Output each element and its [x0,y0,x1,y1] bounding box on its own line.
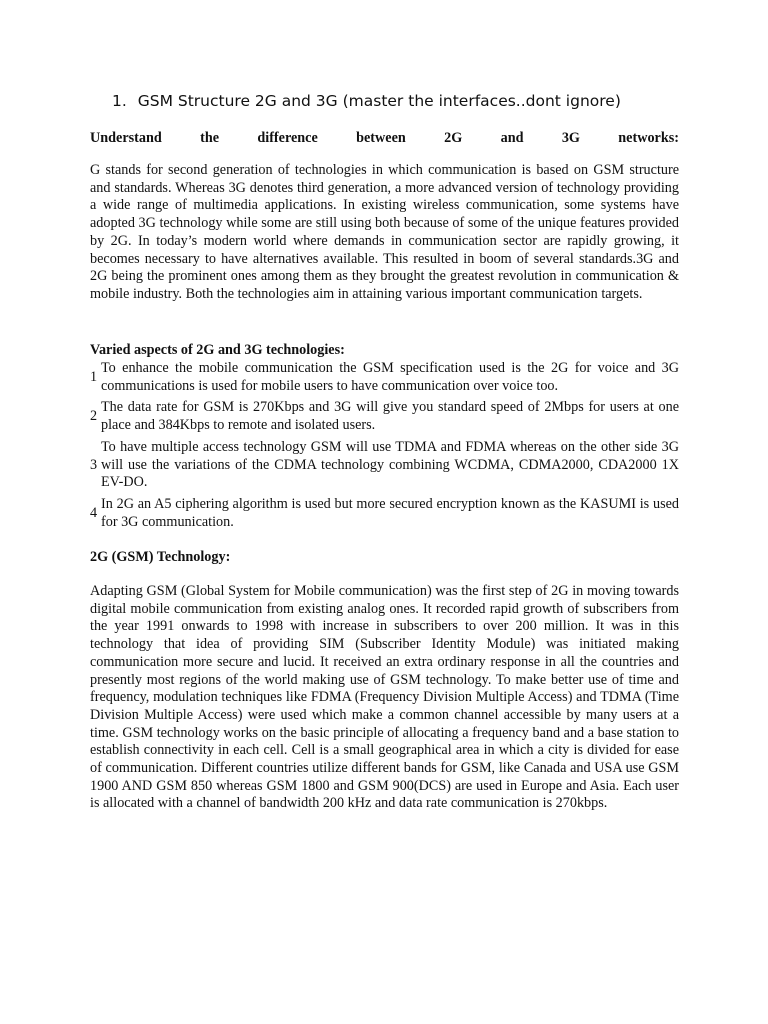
page-title [112,90,621,112]
gsm-heading: 2G (GSM) Technology: [90,549,231,565]
aspects-list [90,360,679,535]
list-item-number: 1 [90,368,98,385]
subtitle-word: networks: [618,130,679,146]
subtitle-word: 2G [444,130,463,146]
list-item-number: 4 [90,504,98,521]
list-item [90,399,679,434]
list-item [90,439,679,492]
list-item-text: In 2G an A5 ciphering algorithm is used but more secured encryption known as the KASUMI is used for 3G communication. [101,495,679,530]
list-item [90,360,679,395]
subtitle-word: Understand [90,130,162,146]
list-item [90,496,679,531]
subtitle-word: the [200,130,220,146]
title-text: GSM Structure 2G and 3G (master the interfaces..dont ignore) [137,92,621,110]
gsm-paragraph: Adapting GSM (Global System for Mobile communication) was the first step of 2G in moving towards digital mobile communication from existing analog ones. It recorded rapid growth of subscribers from the year 1991 onwards to 1998 with increase in subscribers to over 200 million. It was in this technology that idea of providing SIM (Subscriber Identity Module) was initiated making communication more secure and lucid. It received an extra ordinary response in all the countries and presently most regions of the world making use of GSM technology. To make better use of time and frequency, modulation techniques like FDMA (Frequency Division Multiple Access) and TDMA (Time Division Multiple Access) were used which make a common channel accessible by many users at a time. GSM technology works on the basic principle of allocating a frequency band and a base station to establish connectivity in each cell. Cell is a small geographical area in which a city is divided for ease of communication. Different countries utilize different bands for GSM, like Canada and USA use GSM 1900 AND GSM 850 whereas GSM 1800 and GSM 900(DCS) are used in Europe and Asia. Each user is allocated with a channel of bandwidth 200 kHz and data rate communication is 270kbps. [90,583,679,812]
subtitle-word: 3G [561,130,580,146]
subtitle-word: difference [257,130,318,146]
subtitle-word: and [500,130,524,146]
list-item-text: The data rate for GSM is 270Kbps and 3G will give you standard speed of 2Mbps for users at one place and 384Kbps to remote and isolated users. [101,399,679,434]
list-item-number: 3 [90,456,98,473]
list-item-number: 2 [90,408,98,425]
list-item-text: To have multiple access technology GSM will use TDMA and FDMA whereas on the other side 3G will use the variations of the CDMA technology combining WCDMA, CDMA2000, CDA2000 1X EV-DO. [101,438,679,491]
subtitle-word: between [356,130,406,146]
list-item-text: To enhance the mobile communication the GSM specification used is the 2G for voice and 3G communications is used for mobile users to have communication over voice too. [101,360,679,394]
title-number: 1. [112,92,127,110]
intro-paragraph: G stands for second generation of technologies in which communication is based on GSM structure and standards. Whereas 3G denotes third generation, a more advanced version of technology providing a wide range of multimedia applications. In existing wireless communication, some systems have adopted 3G technology while some are still using both because of some of the unique features provided by 2G. In today’s modern world where demands in communication sector are rapidly growing, it becomes necessary to have alternatives available. This resulted in boom of several standards.3G and 2G being the prominent ones among them as they brought the greatest revolution in communication & mobile industry. Both the technologies aim in attaining various important communication targets. [90,162,679,302]
section-subtitle [90,129,679,147]
aspects-heading: Varied aspects of 2G and 3G technologies: [90,342,345,358]
